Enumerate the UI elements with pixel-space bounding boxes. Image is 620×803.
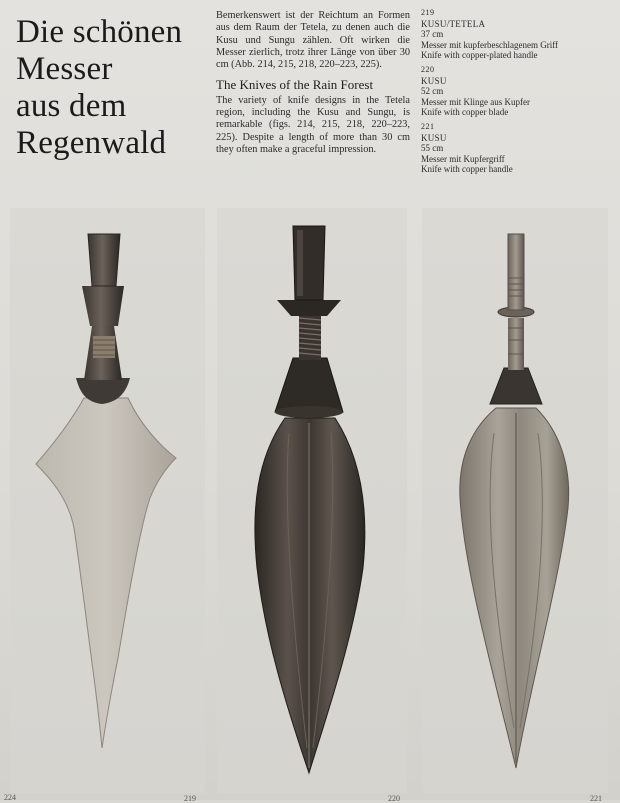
- figure-number-220: 220: [388, 794, 400, 803]
- caption-german: Messer mit kupferbeschlagenem Griff: [421, 39, 559, 50]
- page-title: [16, 14, 206, 162]
- knife-219-illustration: [10, 208, 205, 793]
- caption-name: KUSU: [421, 75, 447, 86]
- captions-column: [421, 8, 617, 179]
- blade-shape: [36, 398, 176, 748]
- caption-size: 37 cm: [421, 29, 444, 40]
- knife-photo-221: [422, 208, 608, 793]
- page-number: 224: [4, 793, 16, 802]
- title-line-3: aus dem: [16, 87, 127, 124]
- blade-shape: [460, 408, 569, 768]
- guard-rim: [275, 406, 343, 418]
- grip-copper: [508, 318, 524, 370]
- figure-number-221: 221: [590, 794, 602, 803]
- title-line-2: Messer: [16, 50, 113, 87]
- caption-english: Knife with copper-plated handle: [421, 50, 538, 61]
- title-line-1: Die schönen: [16, 14, 183, 50]
- caption-219: [421, 8, 617, 61]
- caption-name: KUSU: [421, 132, 447, 143]
- grip-disc: [277, 300, 341, 316]
- pommel: [508, 234, 524, 310]
- blade-shape: [255, 418, 365, 773]
- pommel-highlight: [297, 230, 303, 296]
- caption-german: Messer mit Kupfergriff: [421, 153, 505, 164]
- english-paragraph: The variety of knife designs in the Tetela region, including the Kusu and Sungu, is remarkable (figs. 214, 215, 218, 220–223, 225). Despite a length of more than 30 cm they often make a graceful impression.: [216, 94, 410, 155]
- caption-german: Messer mit Klinge aus Kupfer: [421, 96, 530, 107]
- pommel: [88, 234, 120, 286]
- caption-number: 219: [421, 8, 435, 17]
- grip-middle: [82, 286, 124, 326]
- caption-220: [421, 65, 617, 118]
- caption-english: Knife with copper handle: [421, 164, 513, 175]
- guard-shape: [275, 358, 343, 412]
- caption-name: KUSU/TETELA: [421, 18, 486, 29]
- english-heading: The Knives of the Rain Forest: [216, 77, 374, 93]
- german-paragraph: Bemerkenswert ist der Reichtum an Formen aus dem Raum der Tetela, zu denen auch die Kusu und Sungu zählen. Oft wirken die Messer zierlich, trotz ihrer Länge von über 30 cm (Abb. 214, 215, 218, 220–223, 225).: [216, 10, 410, 71]
- knife-photo-219: [10, 208, 205, 793]
- knife-220-illustration: [217, 208, 407, 793]
- knife-221-illustration: [422, 208, 608, 793]
- caption-number: 221: [421, 121, 435, 131]
- caption-english: Knife with copper blade: [421, 107, 509, 118]
- caption-221: [421, 122, 617, 175]
- figure-number-219: 219: [184, 794, 196, 803]
- caption-size: 55 cm: [421, 143, 444, 154]
- title-line-4: Regenwald: [16, 124, 167, 161]
- caption-size: 52 cm: [421, 86, 444, 97]
- guard-shape: [490, 368, 542, 404]
- knife-photo-220: [217, 208, 407, 793]
- body-text-column: [216, 10, 410, 156]
- caption-number: 220: [421, 64, 435, 74]
